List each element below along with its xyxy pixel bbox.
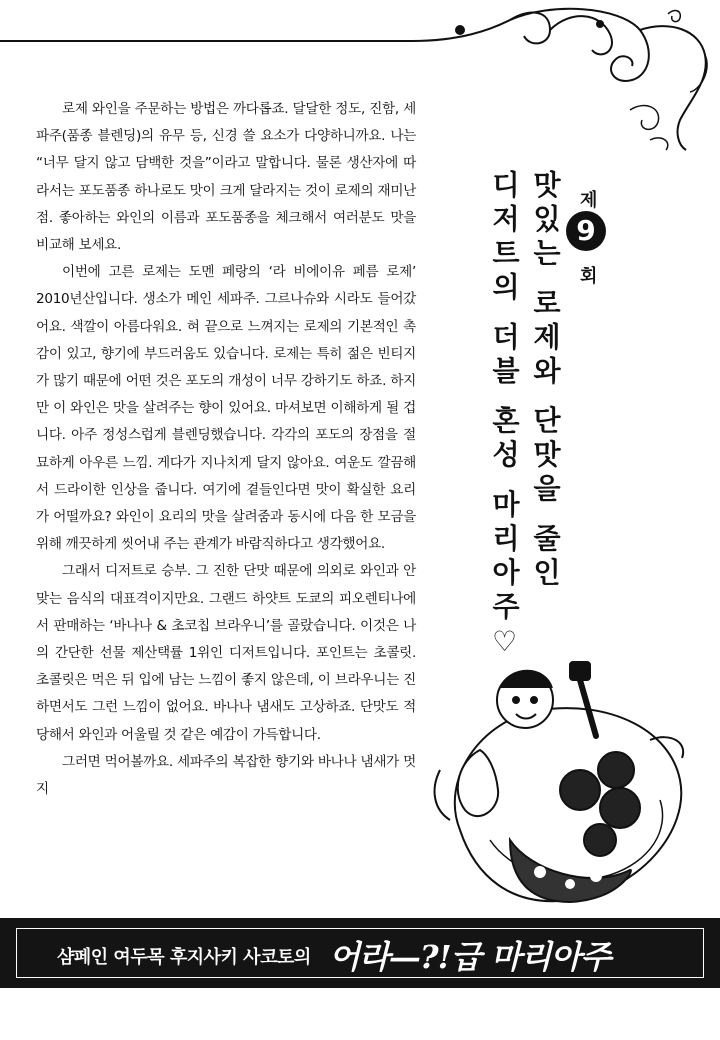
series-author-line: 샴페인 여두목 후지사키 사코토의 — [57, 947, 311, 968]
article-paragraph-2 — [36, 259, 416, 558]
series-title: 어라—?!급 마리아주 — [329, 938, 611, 976]
article-paragraph-4 — [36, 749, 416, 803]
series-banner-frame — [16, 928, 704, 978]
series-banner — [0, 918, 720, 988]
ornamental-flourish — [400, 0, 720, 160]
title-line-1: 맛있는 로제와 단맛을 줄인 — [529, 170, 562, 592]
chapter-suffix: 회 — [580, 266, 598, 287]
article-paragraph-3 — [36, 558, 416, 748]
chapter-number-badge: 9 — [566, 211, 606, 251]
dessert-illustration — [420, 640, 710, 915]
chapter-prefix: 제 — [580, 190, 598, 211]
article-paragraph-3-text: 그래서 디저트로 승부. 그 진한 단맛 때문에 의외로 와인과 안 맞는 음식의 대표격이지만요. 그랜드 하얏트 도쿄의 피오렌티나에서 판매하는 ‘바나나 & 초코칩 브라우니’를 골랐습니다. 이것은 나의 간단한 선물 제산택률 1위인 디저트입니다. 포인트는 초콜릿. 초콜릿은 먹은 뒤 입에 남는 느낌이 좋지 않은데, 이 브라우니는 진하면서도 그런 느낌이 없어요. 바나나 냄새도 고상하죠. 단맛도 적당해서 와인과 어울릴 것 같은 예감이 가득합니다. — [36, 563, 416, 743]
article-body — [36, 96, 416, 803]
article-paragraph-1 — [36, 96, 416, 259]
article-paragraph-4-text: 그러면 먹어볼까요. 세파주의 복잡한 향기와 바나나 냄새가 멋지 — [36, 753, 416, 798]
article-paragraph-1-text: 로제 와인을 주문하는 방법은 까다롭죠. 달달한 정도, 진함, 세파주(품종 블렌딩)의 유무 등, 신경 쓸 요소가 다양하니까요. 나는 “너무 달지 않고 담백한 것을”이라고 말합니다. 물론 생산자에 따라서는 포도품종 하나로도 맛이 크게 달라지는 것이 로제의 재미난 점. 좋아하는 와인의 이름과 포도품종을 체크해서 여러분도 맛을 비교해 보세요. — [36, 101, 416, 254]
title-line-2: 디저트의 더블 혼성 마리아주♡ — [488, 170, 521, 665]
article-paragraph-2-text: 이번에 고른 로제는 도멘 페랑의 ‘라 비에이유 페름 로제’ 2010년산입니다. 생소가 메인 세파주. 그르나슈와 시라도 들어갔어요. 색깔이 아름다워요. 혀 끝으로 느껴지는 로제의 기본적인 촉감이 있고, 향기에 부드러움도 있습니다. 로제는 특히 젊은 빈티지가 많기 때문에 어떤 것은 포도의 개성이 너무 강하기도 하죠. 하지만 이 와인은 맛을 살려주는 향이 있어요. 마셔보면 이해하게 될 겁니다. 아주 정성스럽게 블렌딩했습니다. 각각의 포도의 장점을 절묘하게 아우른 느낌. 게다가 지나치게 달지 않아요. 여운도 깔끔해서 드라이한 인상을 줍니다. 여기에 곁들인다면 맛이 확실한 요리가 어떨까요? 와인이 요리의 맛을 살려줌과 동시에 다음 한 모금을 위해 깨끗하게 씻어내 주는 관계가 바람직하다고 생각했어요. — [36, 264, 416, 553]
top-rule — [0, 40, 412, 42]
